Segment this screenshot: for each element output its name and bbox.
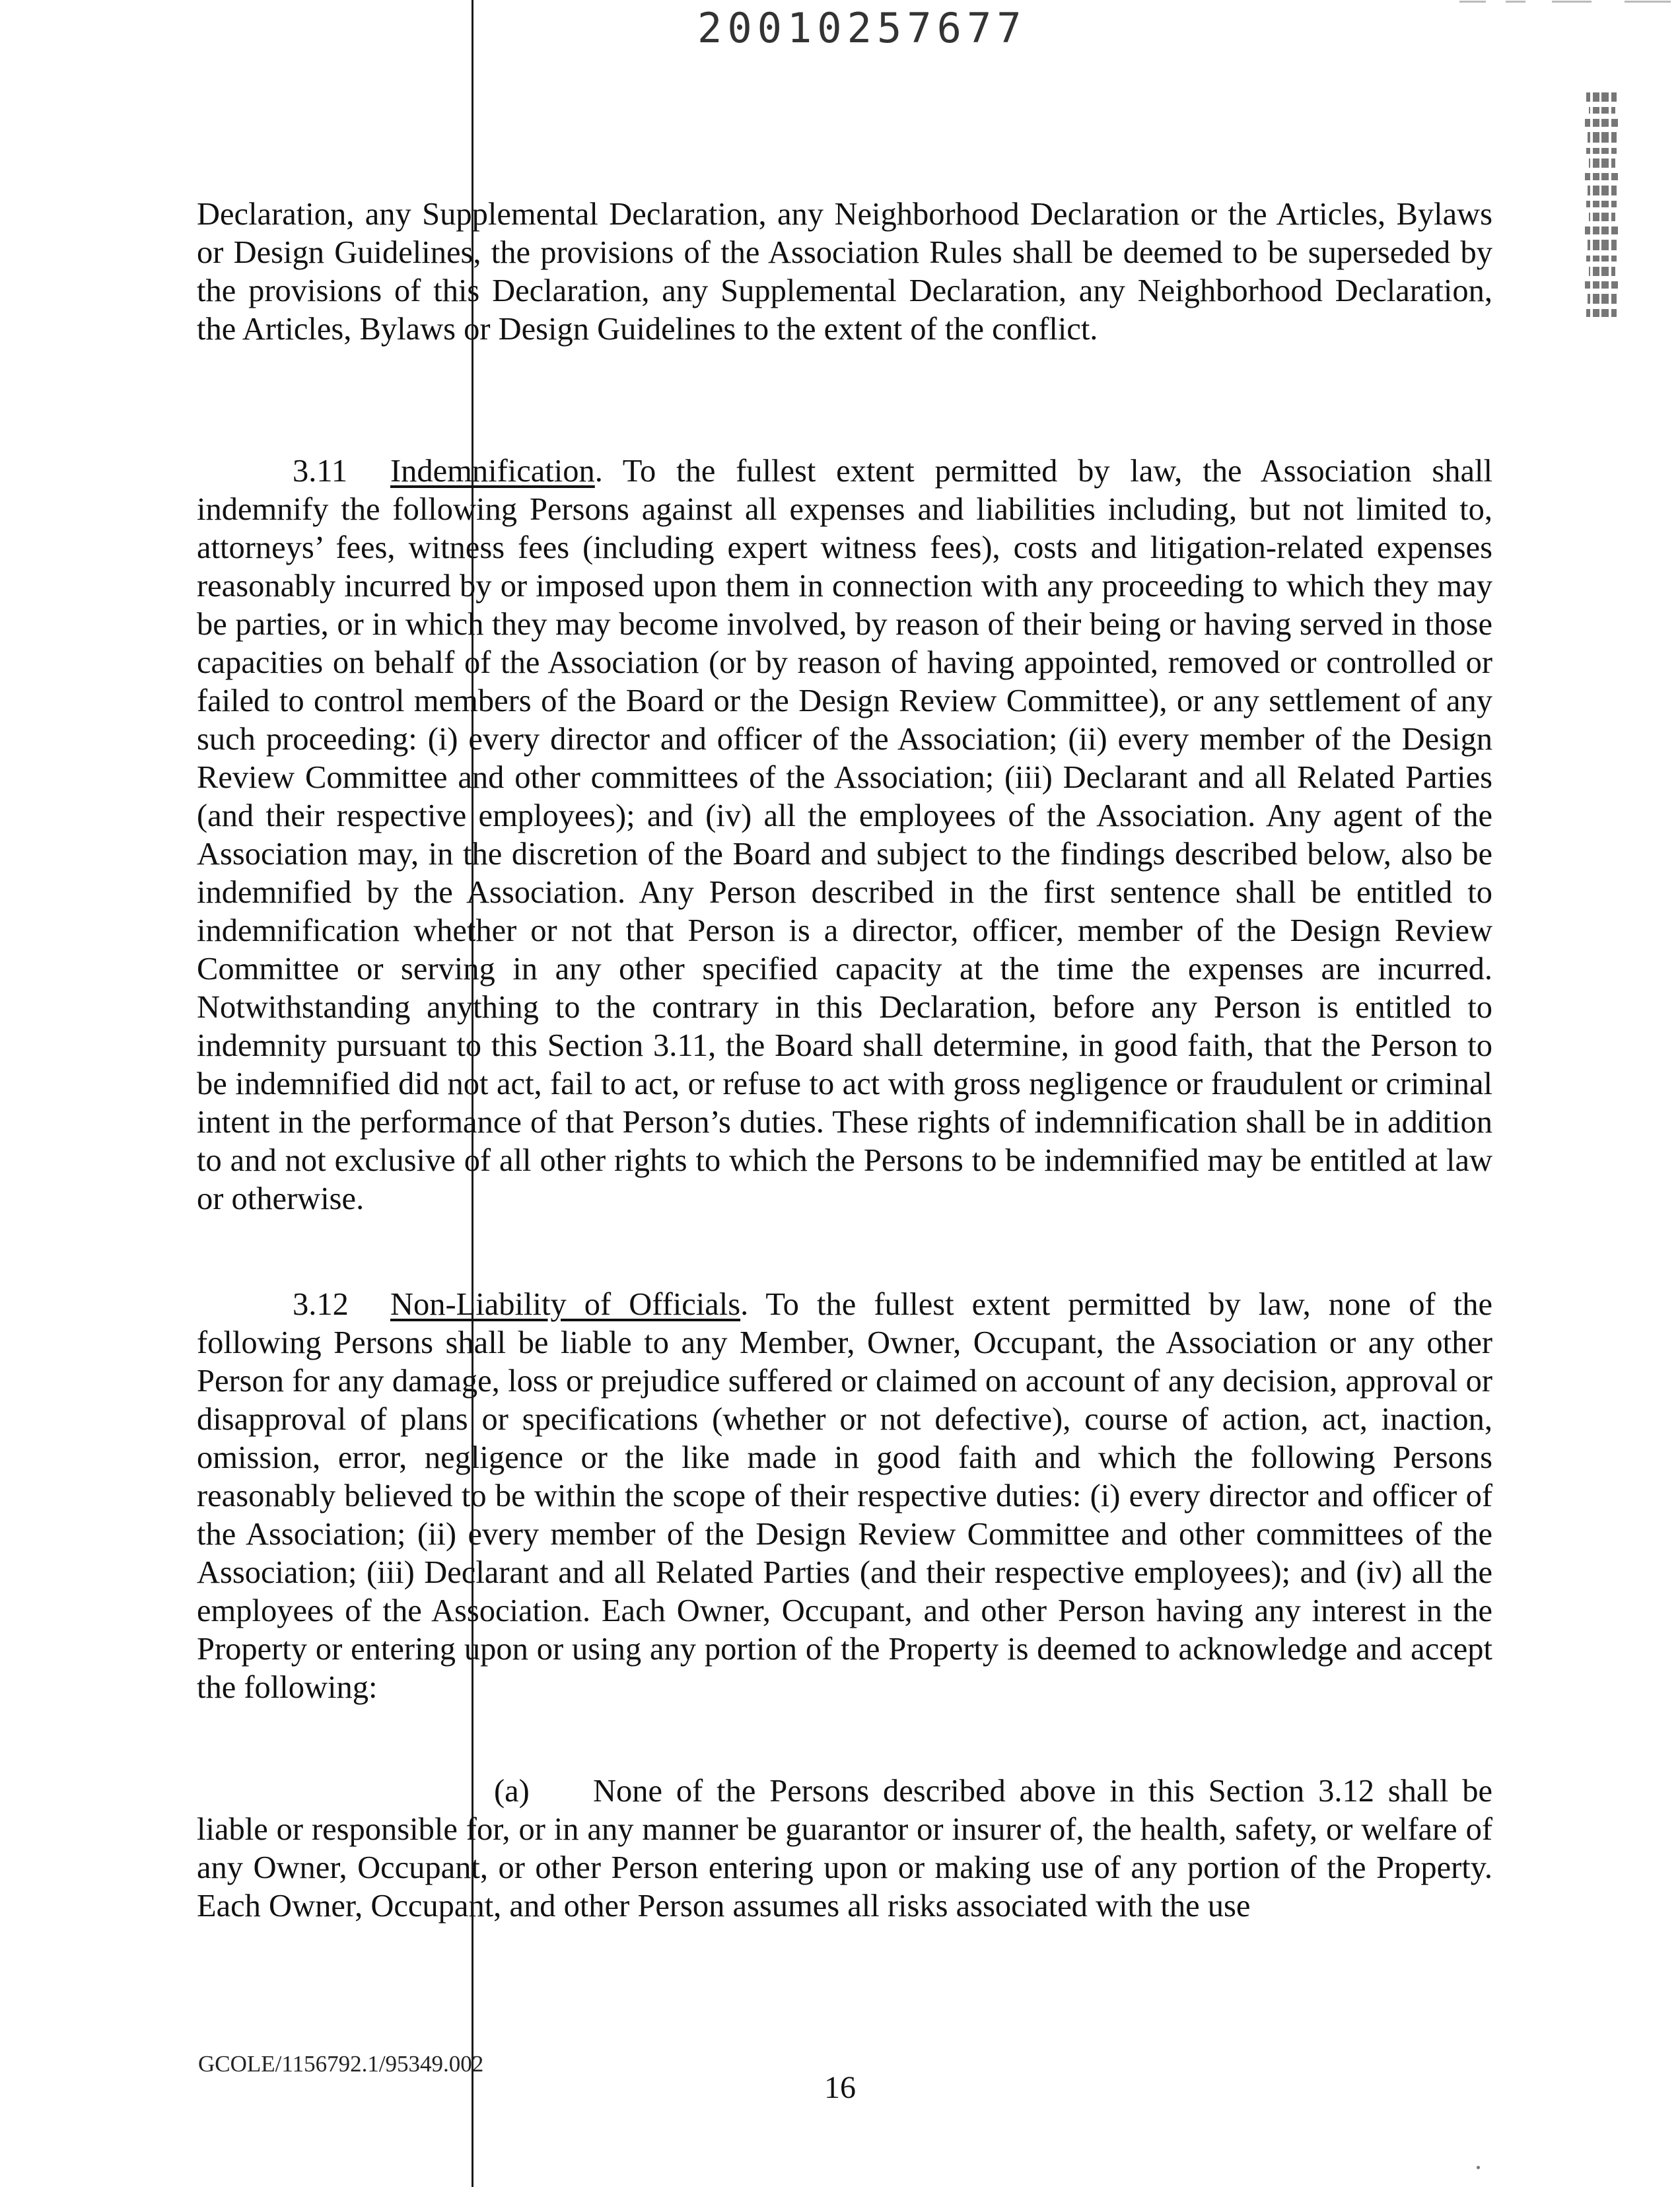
page-number: 16 — [824, 2070, 856, 2105]
edge-mark — [1453, 0, 1680, 4]
section-3-11-paragraph — [197, 452, 1492, 1218]
subsection-a-paragraph — [197, 1772, 1492, 1926]
section-body: . To the fullest extent permitted by law, the Association shall indemnify the following Persons against all expenses and liabilities including, but not limited to, attorneys’ fees, witness fees (including expert witness fees), costs and litigation-related expenses reasonably incurred by or imposed upon them in connection with any proceeding to which they may be parties, or in which they may become involved, by reason of their being or having served in those capacities on behalf of the Association (or by reason of having appointed, removed or controlled or failed to control members of the Board or the Design Review Committee), or any settlement of any such proceeding: (i) every director and officer of the Association; (ii) every member of the Design Review Committee and other committees of the Association; (iii) Declarant and all Related Parties (and their respective employees); and (iv) all the employees of the Association. Any agent of the Association may, in the discretion of the Board and subject to the findings described below, also be indemnified by the Association. Any Person described in the first sentence shall be entitled to indemnification whether or not that Person is a director, officer, member of the Design Review Committee or serving in any other specified capacity at the time the expenses are incurred. Notwithstanding anything to the contrary in this Declaration, before any Person is entitled to indemnity pursuant to this Section 3.11, the Board shall determine, in good faith, that the Person to be indemnified did not act, fail to act, or refuse to act with gross negligence or fraudulent or criminal intent in the performance of that Person’s duties. These rights of indemnification shall be in addition to and not exclusive of all other rights to which the Persons to be indemnified may be entitled at law or otherwise. — [197, 454, 1492, 1216]
section-body: . To the fullest extent permitted by law, none of the following Persons shall be liable to any Member, Owner, Occupant, the Association or any other Person for any damage, loss or prejudice suffered or claimed on account of any decision, approval or disapproval of plans or specifications (whether or not defective), course of action, act, inaction, omission, error, negligence or the like made in good faith and which the following Persons reasonably believed to be within the scope of their respective duties: (i) every director and officer of the Association; (ii) every member of the Design Review Committee and other committees of the Association; (iii) Declarant and all Related Parties (and their respective employees); and (iv) all the employees of the Association. Each Owner, Occupant, and other Person having any interest in the Property or entering upon or using any portion of the Property is deemed to acknowledge and accept the following: — [197, 1287, 1492, 1705]
recording-stamp-icon — [1584, 92, 1619, 330]
section-heading: Indemnification — [390, 454, 595, 489]
subsection-body: None of the Persons described above in this Section 3.12 shall be liable or responsible for, or in any manner be guarantor or insurer of, the health, safety, or welfare of any Owner, Occupant, or other Person entering upon or making use of any portion of the Property. Each Owner, Occupant, and other Person assumes all risks associated with the use — [197, 1774, 1492, 1924]
section-number: 3.12 — [293, 1287, 349, 1322]
footer-doc-id: GCOLE/1156792.1/95349.002 — [198, 2051, 484, 2077]
subsection-label: (a) — [494, 1774, 530, 1809]
scan-speck — [1477, 2166, 1480, 2169]
continuation-paragraph — [197, 195, 1492, 349]
document-number: 20010257677 — [697, 4, 1027, 52]
continuation-text: Declaration, any Supplemental Declaration, any Neighborhood Declaration or the Articles, Bylaws or Design Guidelines, the provisions of the Association Rules shall be deemed to be superseded by the provisions of this Declaration, any Supplemental Declaration, any Neighborhood Declaration, the Articles, Bylaws or Design Guidelines to the extent of the conflict. — [197, 197, 1492, 347]
section-number: 3.11 — [293, 454, 348, 489]
section-heading: Non-Liability of Officials — [390, 1287, 741, 1322]
section-3-12-paragraph — [197, 1286, 1492, 1707]
